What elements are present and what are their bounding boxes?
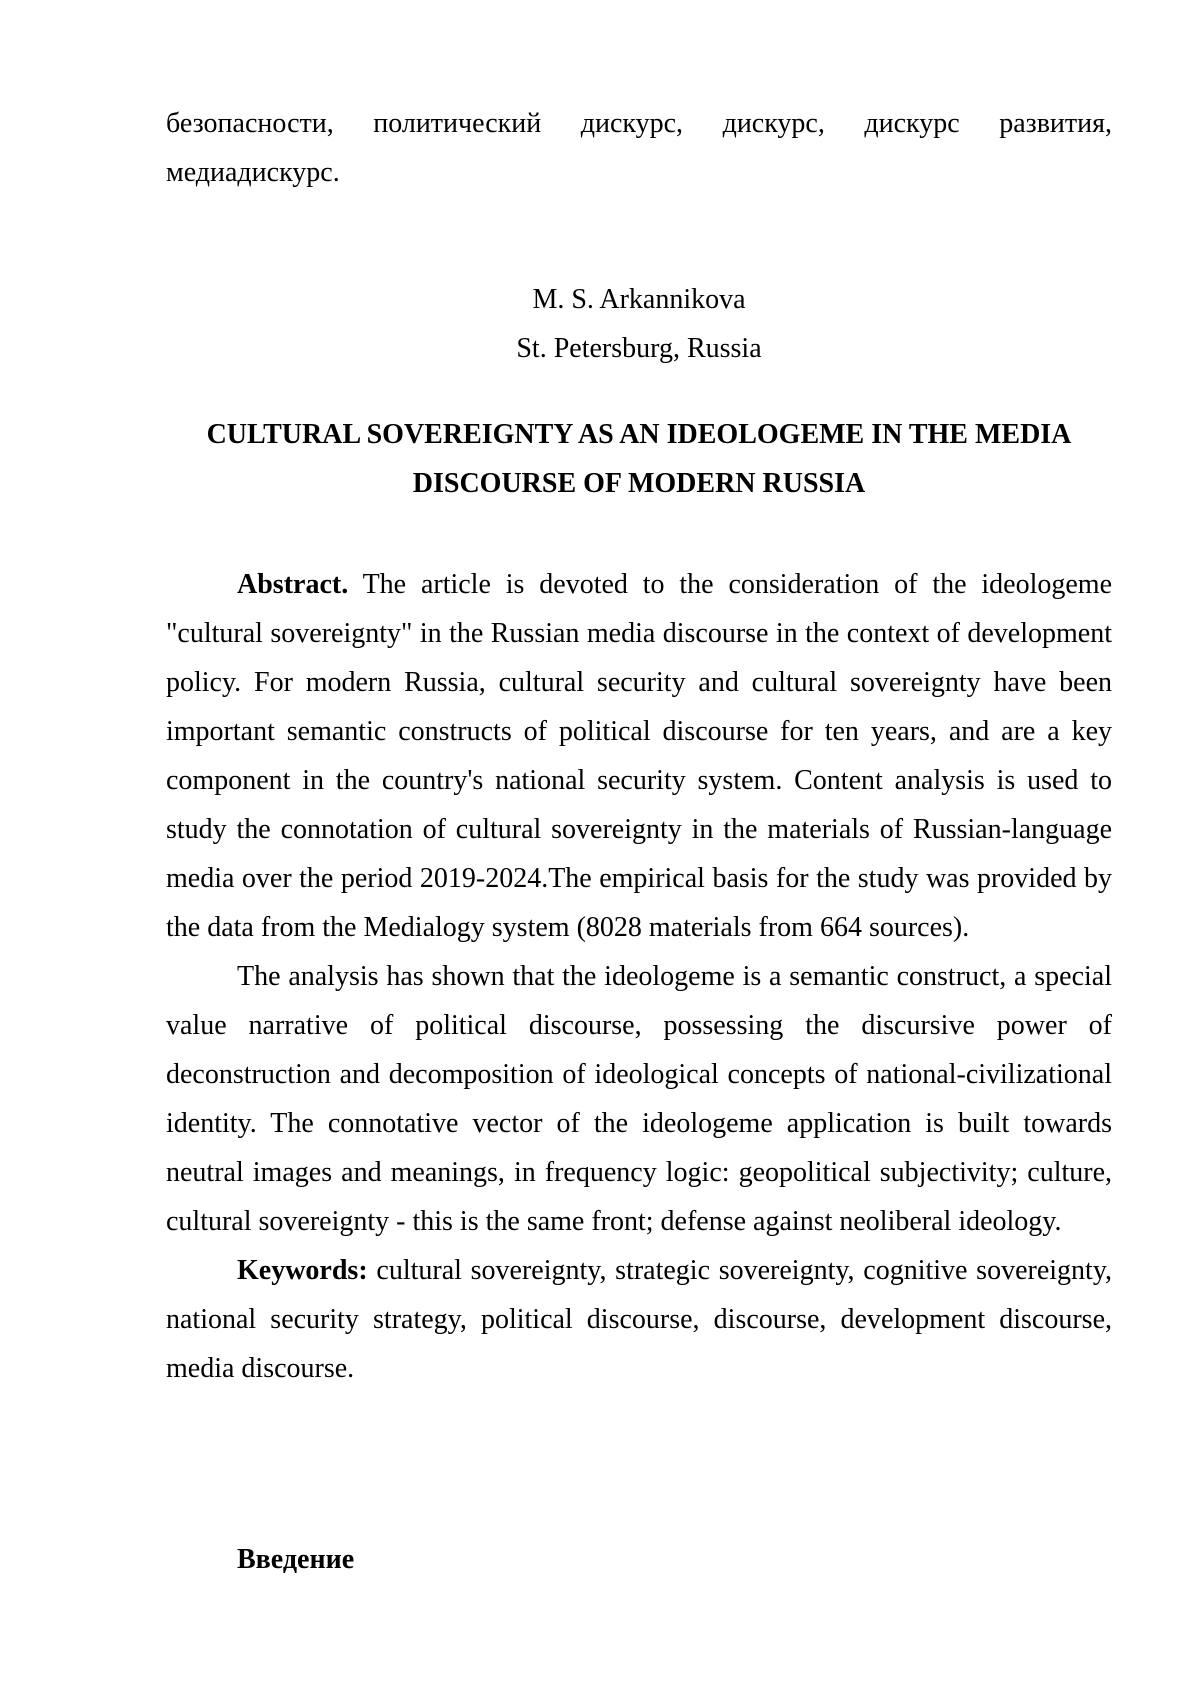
author-location: St. Petersburg, Russia <box>516 333 762 364</box>
article-title-line-2: DISCOURSE OF MODERN RUSSIA <box>412 468 866 499</box>
article-title-line-1: CULTURAL SOVEREIGNTY AS AN IDEOLOGEME IN THE MEDIA <box>206 419 1072 450</box>
keywords-label: Keywords: <box>237 1255 368 1286</box>
abstract-label: Abstract. <box>237 569 349 600</box>
abstract-paragraph <box>166 560 1112 952</box>
keywords-text: cultural sovereignty, strategic sovereignty, cognitive sovereignty, national security strategy, political discourse, discourse, development discourse, media discourse. <box>166 1255 1112 1384</box>
author-name: M. S. Arkannikova <box>532 284 746 315</box>
article-title <box>166 410 1112 508</box>
introduction-heading: Введение <box>237 1544 355 1575</box>
keywords-paragraph <box>166 1246 1112 1393</box>
russian-keywords-tail-line-1: безопасности, политический дискурс, дискурс, дискурс развития, <box>166 108 1112 139</box>
abstract-text: The article is devoted to the consideration of the ideologeme "cultural sovereignty" in the Russian media discourse in the context of development policy. For modern Russia, cultural security and cultural sovereignty have been important semantic constructs of political discourse for ten years, and are a key component in the country's national security system. Content analysis is used to study the connotation of cultural sovereignty in the materials of Russian-language media over the period 2019-2024.The empirical basis for the study was provided by the data from the Medialogy system (8028 materials from 664 sources). <box>166 569 1112 943</box>
analysis-paragraph: The analysis has shown that the ideologeme is a semantic construct, a special value narrative of political discourse, possessing the discursive power of deconstruction and decomposition of ideological concepts of national-civilizational identity. The connotative vector of the ideologeme application is built towards neutral images and meanings, in frequency logic: geopolitical subjectivity; culture, cultural sovereignty - this is the same front; defense against neoliberal ideology. <box>166 961 1112 1237</box>
russian-keywords-tail-line-2: медиадискурс. <box>166 157 340 188</box>
